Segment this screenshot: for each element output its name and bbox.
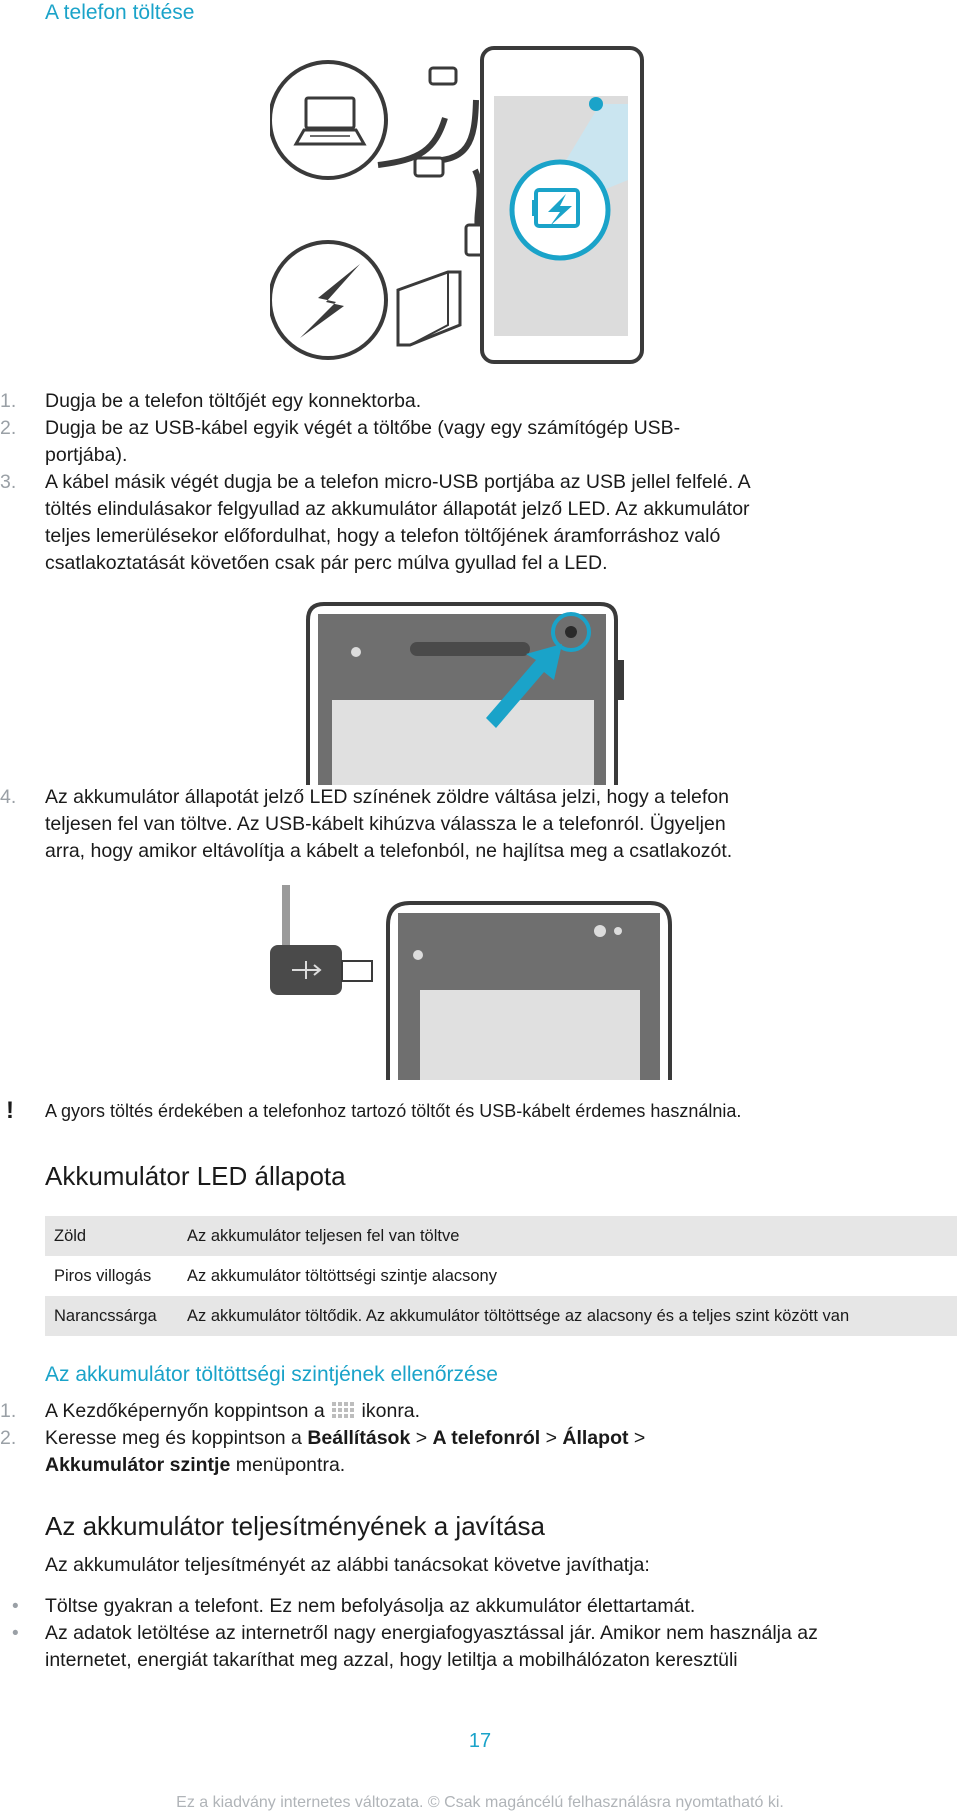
step-text: Az akkumulátor állapotát jelző LED színének zöldre váltása jelzi, hogy a telefon teljesen fel van töltve. Az USB-kábelt kihúzva válassza le a telefonról. Ügyeljen arra, hogy amikor eltávolítja a kábelt a telefonból, ne hajlítsa meg a csatlakozót. [45,786,733,862]
led-description: Az akkumulátor töltődik. Az akkumulátor töltöttsége az alacsony és a teljes szint között van [178,1296,957,1336]
table-row [45,1256,957,1296]
battery-charging-icon [512,162,608,258]
page-number: 17 [468,1730,492,1752]
bullet-icon: • [12,1623,19,1644]
led-illustration [300,600,630,785]
table-row [45,1296,957,1336]
led-state: Piros villogás [54,1266,152,1285]
charging-illustration [270,40,730,370]
bullet-icon: • [12,1596,19,1617]
step-4 [0,784,960,874]
warning-icon: ! [6,1097,14,1124]
tips-list [0,1593,960,1673]
led-heading: Akkumulátor LED állapota [45,1161,346,1191]
table-row [45,1216,957,1256]
check-steps [0,1398,960,1488]
step-number: 3. [0,471,17,493]
led-state: Narancssárga [45,1296,178,1336]
led-description: Az akkumulátor teljesen fel van töltve [178,1216,957,1256]
laptop-icon [270,62,386,178]
step-text: A Kezdőképernyőn koppintson a ikonra. [45,1400,421,1422]
step-number: 4. [0,786,17,808]
lightning-icon [270,242,386,358]
step-text: Dugja be a telefon töltőjét egy konnektorba. [45,390,422,412]
step-number: 2. [0,417,17,439]
step-number: 1. [0,1400,17,1422]
section-title: A telefon töltése [45,1,195,24]
list-item: Töltse gyakran a telefont. Ez nem befolyásolja az akkumulátor élettartamát. [45,1595,696,1617]
usb-icon [415,68,488,255]
check-heading: Az akkumulátor töltöttségi szintjének ellenőrzése [45,1363,498,1386]
led-status-table [45,1216,957,1336]
list-item: Az adatok letöltése az internetről nagy energiafogyasztással jár. Amikor nem használja az internetet, energiát takaríthat meg azzal, hogy letiltja a mobilhálózaton keresztüli [45,1622,818,1671]
footer-text: Ez a kiadvány internetes változata. © Csak magáncélú felhasználásra nyomtatható ki. [176,1794,784,1811]
usb-icon [270,945,372,995]
apps-grid-icon [330,1400,356,1420]
step-number: 2. [0,1427,17,1449]
steps-list [0,388,960,588]
perf-heading: Az akkumulátor teljesítményének a javítása [45,1511,546,1541]
note-text: A gyors töltés érdekében a telefonhoz tartozó töltőt és USB-kábelt érdemes használnia. [45,1101,742,1121]
step-text: A kábel másik végét dugja be a telefon micro-USB portjába az USB jellel felfelé. A töltés elindulásakor felgyullad az akkumulátor állapotát jelző LED. Az akkumulátor teljes lemerülésekor előfordulhat, hogy a telefon töltőjének áramforráshoz való csatlakoztatását követően csak pár perc múlva gyullad fel a LED. [45,471,751,574]
step-number: 1. [0,390,17,412]
unplug-illustration [270,885,690,1080]
step-text: Dugja be az USB-kábel egyik végét a töltőbe (vagy egy számítógép USB- portjába). [45,417,681,466]
perf-intro: Az akkumulátor teljesítményét az alábbi tanácsokat követve javíthatja: [45,1554,650,1576]
step-text: Keresse meg és koppintson a Beállítások > A telefonról > Állapot > Akkumulátor szintje menüpontra. [45,1427,646,1476]
led-description: Az akkumulátor töltöttségi szintje alacsony [187,1266,497,1285]
led-state: Zöld [45,1216,178,1256]
